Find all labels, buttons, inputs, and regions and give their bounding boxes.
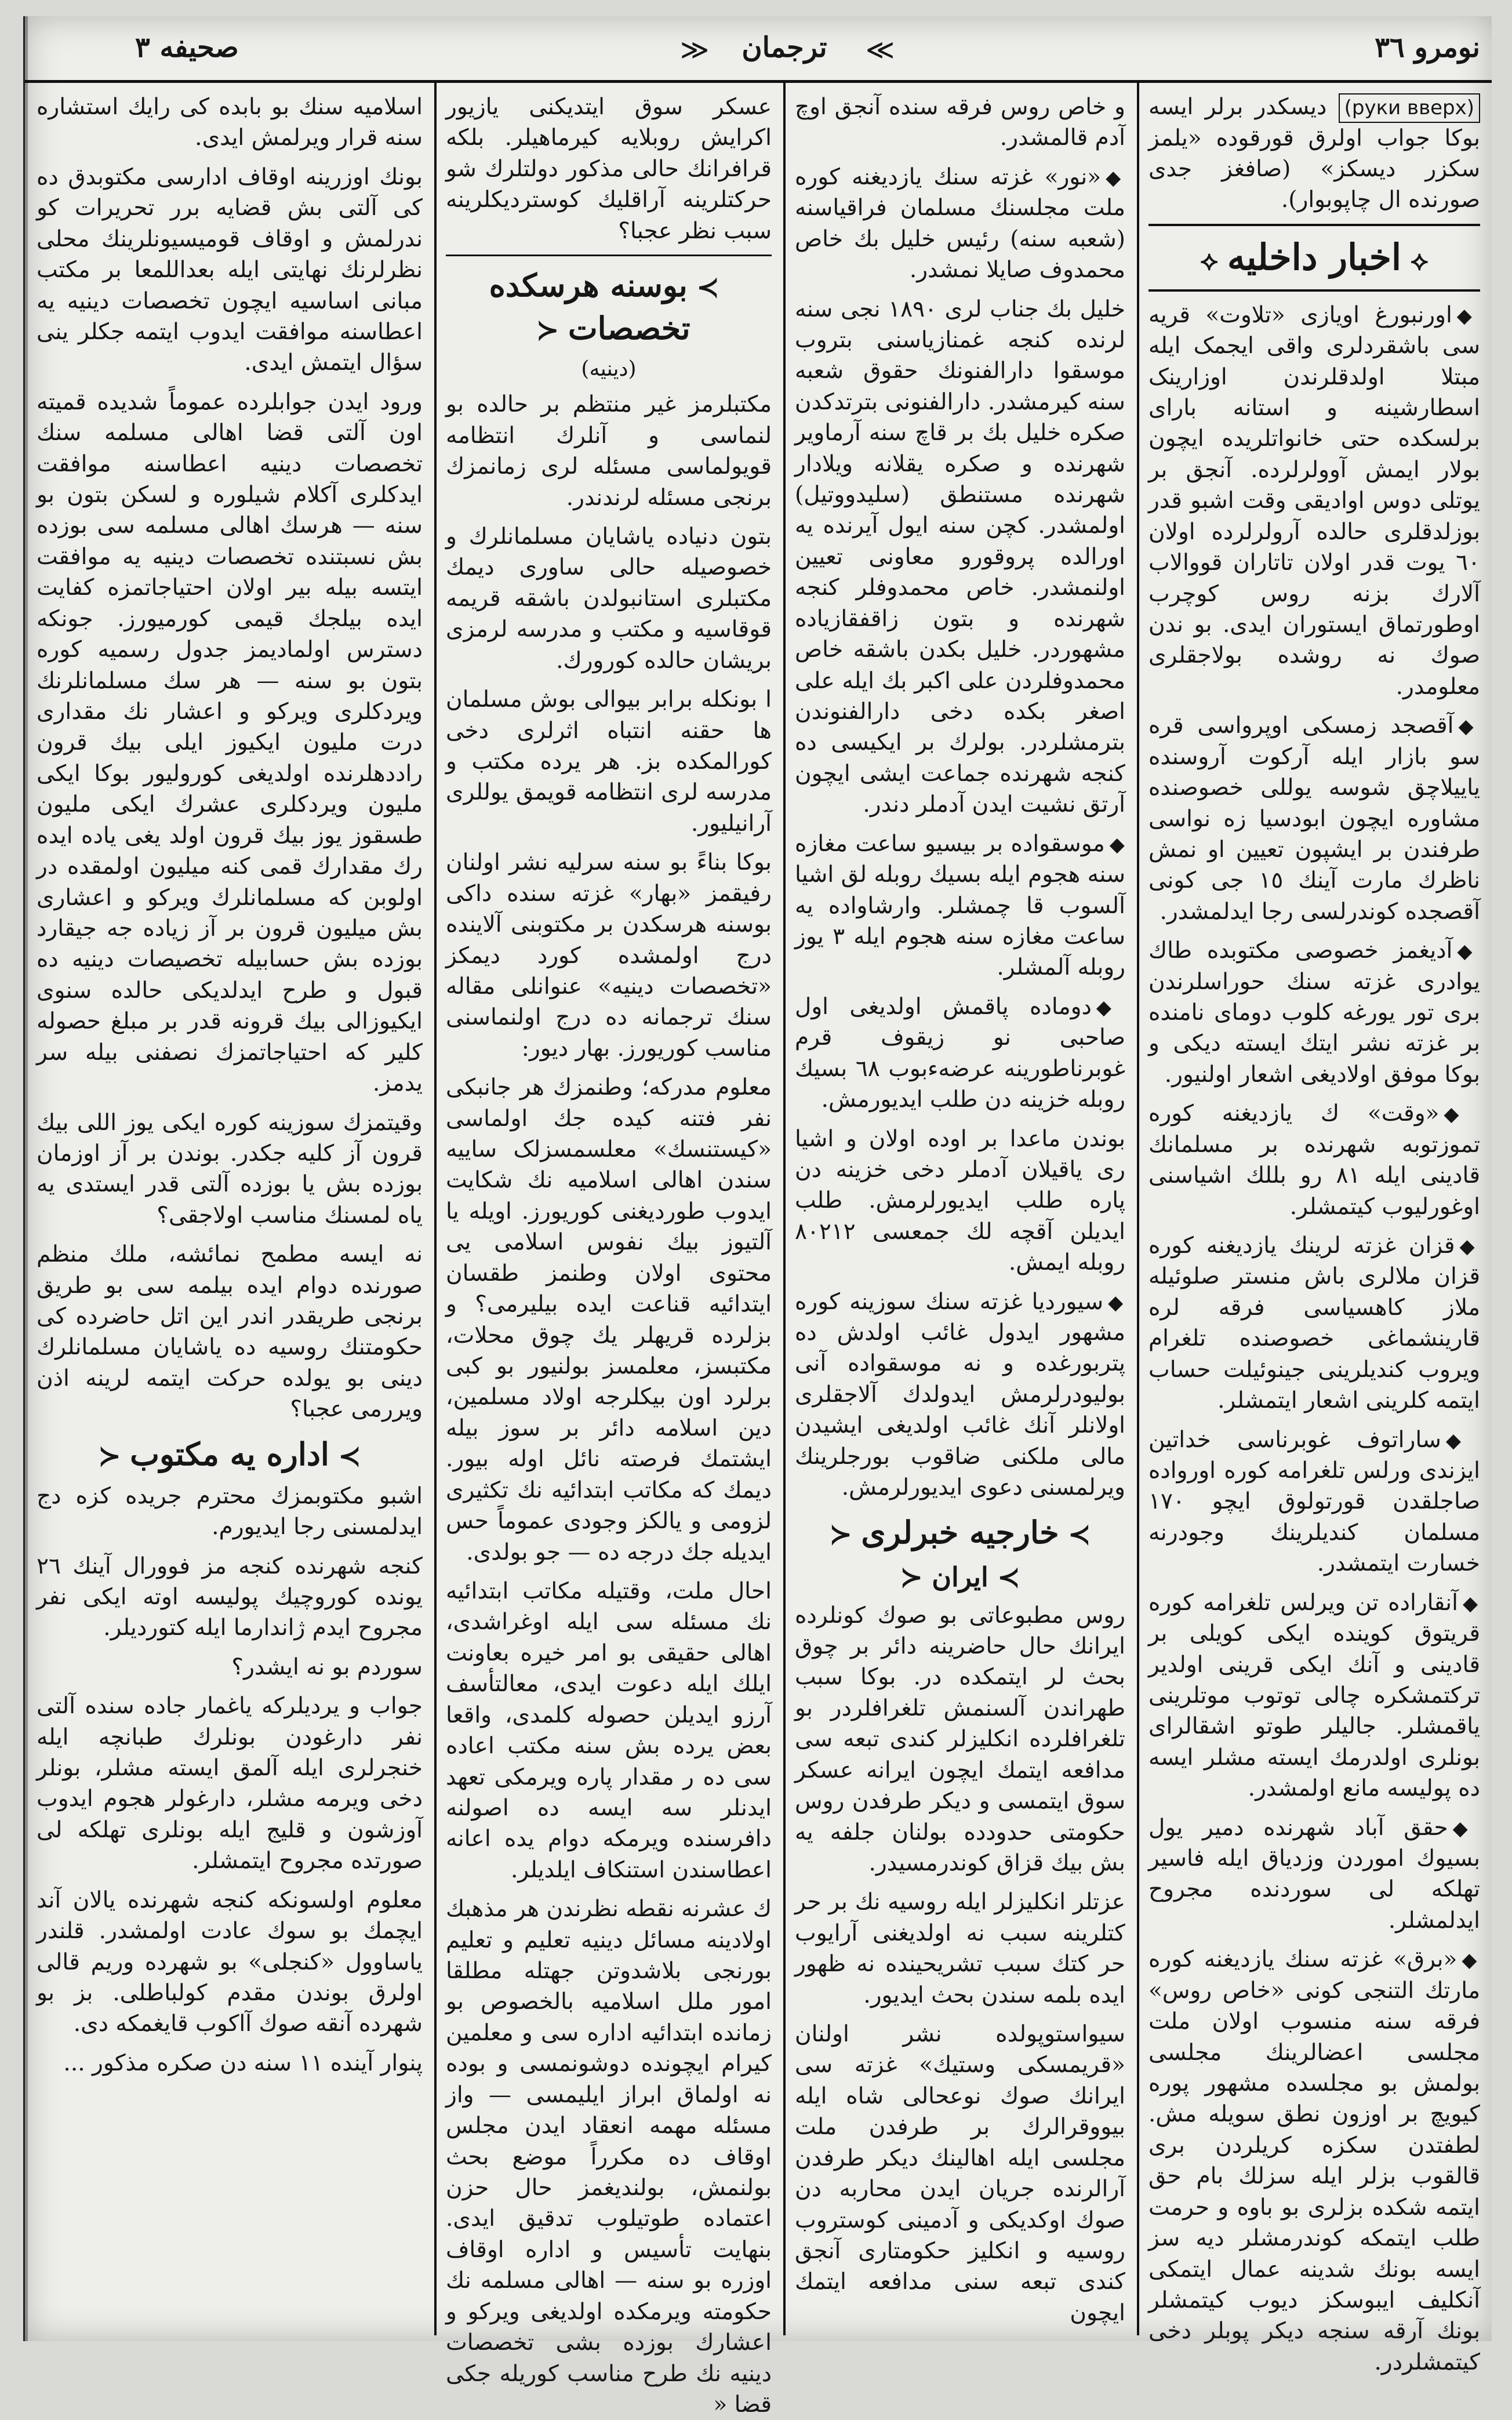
section-title: خارجیه خبرلری	[861, 1513, 1059, 1551]
ornament-icon: ⟡	[1411, 244, 1429, 276]
ornament-icon: ≺	[98, 1440, 121, 1471]
page-number: صحيفه ٣	[135, 31, 239, 64]
bullet-icon: ◆	[1462, 1949, 1480, 1972]
paragraph: اسلامیه سنك بو بابده کی رایك استشاره سنه قرار ویرلمش ایدی.	[37, 94, 423, 151]
paragraph: بوکا بناءً بو سنه سرلیه نشر اولنان رفیقمز «بهار» غزته سنده داکی بوسنه هرسکدن بر مکتوبنی آلاینده درج اولمشده کورد دیمکز «تخصصات دینیه» عنوانلی مقاله سنك ترجمانه ده درج اولنماسنی مناسب کوریورز. بهار دیور:	[446, 849, 772, 1062]
subheading-iran: ≻ایران≺	[900, 1561, 1020, 1593]
paragraph: اشبو مکتوبمزك محترم جریده کزه دج ایدلمسنی رجا ایدیورم.	[37, 1482, 423, 1540]
bullet-icon: ◆	[1106, 166, 1125, 190]
ornament-icon: ⟡	[1200, 244, 1218, 276]
bullet-icon: ◆	[1456, 304, 1480, 328]
paragraph: احال ملت، وقتیله مکاتب ابتدائیه نك مسئله سی ایله اوغراشدی، اهالی حقیقی بو امر خیره بعاونت ایلك ایله دعوت ایدی، معالتأسف آرزو ایدیلن حصوله کلمدی، واقعا بعض یرده بش سنه مکتب اعاده سی ده ر مقدار پاره ویرمکی تعهد ایدنلر سه ایسه ده اصولنه دافرسنده ویرمکه دوام یده اعانه اعطاسندن استنکاف ایلدیلر.	[446, 1578, 772, 1883]
paragraph: ك عشرنه نقطه نظرندن هر مذهبك اولادینه مسائل دینیه تعلیم و تعلیم بورنجی بلاشدوتن جهتله مطلقا امور ملل اسلامیه بالخصوص بو زمانده ابتدائیه اداره سی و معلمین کیرام ایچونده دوشونمسی و بوده نه اولماق ابراز ایلیمسی — واز مسئله مهمه انعقاد ایدن مجلس اوقاف ده مکرراً موضع بحث بولنمش، بولندیغمز حال حزن اعتماده طوتیلوب تدقیق ایدی. بنهایت تأسیس و اداره اوقاف اوزره بو سنه — اهالی مسلمه نك حکومته ویرمکده اولدیغی ویرکو و اعشارك بوزده بشی تخصصات دینیه نك طرح مناسب کوریله جکی قضا «	[446, 1896, 772, 2418]
column-4	[37, 92, 423, 2330]
ornament-icon: ≻	[338, 1440, 361, 1471]
column-rule	[1137, 80, 1139, 2335]
news-item: خلیل بك جناب لری ١٨٩٠ نجی سنه لرنده کنجه غمنازیاسنی بتروب موسقوا دارالفنونك حقوق شعبه سنه کیرمشدر. دارالفنونی بترتدکدن صکره خلیل بك بر قاچ سنه آرماویر شهرنده و صکره یقلانه ویلادار شهرنده مستنطق (سلیدووتیل) اولمشدر. کچن سنه ایول آیرنده یه اورالده پروقورو معاونی تعیین اولنمشدر. خاص محمدوفلر کنجه شهرنده و بتون زاقفقازیاده مشهوردر. خلیل بکدن باشقه خاص محمدوفلردن علی اکبر بك ایله علی اصغر بکده دخی دارالفنوندن بترمشلردر. بولرك بر ایکیسی ده کنجه شهرنده جماعت ایشی ایچون آرتق نشیت ایدن آدملر دندر.	[795, 296, 1125, 818]
section-heading-foreign	[795, 1511, 1125, 1554]
column-2	[795, 92, 1125, 2330]
header-ornament-icon: ≫	[680, 34, 710, 66]
page-header	[25, 16, 1492, 83]
column-rule	[434, 80, 437, 2335]
ornament-icon: ≺	[536, 314, 559, 346]
latin-phrase: (руки вверх)	[1339, 93, 1480, 123]
news-item: ◆سیوردیا غزته سنك سوزینه کوره مشهور ایدول غائب اولدش ده پتربورغده و نه موسقواده آنی بولیودرلرمش ایدولدك آلاجقلری اولانلر آنك غائب اولدیغی ایشیدن مالی ملکنی ضاقوب بورجلرینك ویرلمسنی دعوی ایدیورلرمش.	[795, 1288, 1125, 1501]
paragraph: عزتلر انکلیزلر ایله روسیه نك بر حر کتلرینه سبب نه اولدیغنی آرایوب حر کتك سبب تشریحینده نه ظهور ایده بلمه سندن بحث ایدیور.	[795, 1889, 1125, 2008]
bullet-icon: ◆	[1108, 1291, 1125, 1314]
paragraph: ا بونکله برابر بیوالی بوش مسلمان ها حقنه انتباه اثرلری دخی کورالمکده بز. هر یرده مکتب و مدرسه لری انتظامه قویمق یوللری آرانیلیور.	[446, 686, 772, 837]
news-item: ◆آنقاراده تن ویرلس تلغرامه کوره قریتوق کوینده ایکی کویلی بر قادینی و آنك ایکی قرینی اولدیر ترکتمشکره چالی توتوب موتلرینی یاقمشلر. جالیلر طوتو اشقالرای بونلری اولدرمك ایسته مشلر ایسه ده پولیسه مانع اولمشدر.	[1148, 1589, 1480, 1802]
news-item: بوندن ماعدا بر اوده اولان و اشیا ری یاقیلان آدملر دخی خزینه دن پاره طلب ایدیورلرمش. طلب ایدیلن آقچه لك جمعسی ٨٠٢١٢ روبله ایمش.	[795, 1125, 1125, 1276]
news-item: ◆قزان غزته لرینك یازدیغنه کوره قزان ملالری باش منستر صلوئیله ملاز کاهسیاسی فرقه لره قارینشماغی خصوصنده تلغرام ویروب کندیلرینی جینوئیلت حساب ایتمه کلرینی اشعار ایتمشلر.	[1148, 1233, 1481, 1414]
bullet-icon: ◆	[1459, 1235, 1481, 1259]
ornament-icon: ≻	[1068, 1518, 1091, 1550]
paragraph: نه ایسه مطمح نمائشه، ملك منظم صورنده دوام ایده بیلمه سی بو طریق برنجی طریقدر اندر این اتل حاضرده کی حکومتنك روسیه ده یاشایان مسلمانلرك دینی بو یولده حرکت ایتمه لرینه اذن ویررمی عجبا؟	[37, 1241, 423, 1423]
paragraph: سیواستوپولده نشر اولنان «قریمسکی وستیك» غزته سی ایرانك صوك نوعحالی شاه ایله بیووقرالرك بر طرفدن ملت مجلسی ایله اهالینك دیکر طرفدن آرالرنده جریان ایدن محاربه دن صوك اوکدیکی و آدمینی کوستروب روسیه و انکلیز حکومتاری آنجق کندی تبعه سنی مدافعه ایتمك ایچون	[795, 2021, 1125, 2326]
divider	[446, 255, 772, 256]
ornament-icon: ≻	[997, 1561, 1020, 1593]
ornament-icon: ≺	[900, 1561, 923, 1593]
section-heading-domestic	[1148, 224, 1480, 292]
paragraph: کنجه شهرنده کنجه مز فوورال آینك ٢٦ یونده کوروچیك پولیسه اوته ایکی نفر مجروح ایدم ژاندارما ایله کتوردیلر.	[37, 1553, 423, 1641]
paragraph: بتون دنیاده یاشایان مسلمانلرك و خصوصیله حالی ساوری دیمك مکتبلری استانبولدن باشقه قریمه قوقاسیه و مکتب و مدرسه لرمزی بریشان حالده کورورك.	[446, 524, 772, 674]
bullet-icon: ◆	[1109, 833, 1125, 856]
paragraph: معلوم مدرکه؛ وطنمزك هر جانبکی نفر فتنه کیده جك اولماسی «کیستنسك» معلسمسزلک ساییه سندن اهالی اسلامیه نك شکایت ایدوب طوردیغنی کوریورز. اویله یا آلتیوز بیك نفوس اسلامی یی محتوی اولان وطنمز طقسان ایتدائیه قناعت ایده بیلیرمی؟ و بزلرده قریهلر یك چوق محلات، مکتبسز، معلمسز بولنیور بو کبی برلرد اون بیکلرجه اولاد مسلمین، دین اسلامه دائر بر سوز بیله ایشتمك فرصته نائل اوله بیور. دیمك که مکاتب ابتدائیه نك تکثیری لزومی و یالکز وجودی عموماً حس ایدیله جك درجه ده — جو بولدی.	[446, 1074, 772, 1565]
subtitle: (دینیه)	[581, 357, 637, 381]
news-item: ◆ساراتوف غوبرناسی خداتین ایزندی ورلس تلغرامه کوره اورواده صاجلقدن قورتولوق ایچو ١٧٠ مسلمان کندیلرینك وجودرنه خسارت ایتمشدر.	[1148, 1426, 1480, 1577]
news-item: ◆اورنبورغ اویازی «تلاوت» قریه سی باشقردلری واقی ایجمک ایله مبتلا اولدقلرندن اوزارینک اسطارشینه و استانه بارای برلسکده حتی خانواتلریده ایچون بولار ایمش آوولرلرده. آنجق بر یوتلی دوس اوادیقی وقت اشبو قدر بوزلدقلری حالده آرولرلرده اولان ٦٠ یوت قدر اولان تاتاران قووالاب آلارك بزنه روس کوچرب اوطورتماق ایستوران ایدی. بو ندن صوك نه روشده بولاجقلری معلومدر.	[1148, 301, 1480, 700]
bullet-icon: ◆	[1452, 1816, 1480, 1840]
paragraph: بونك اوزرینه اوقاف ادارسی مکتوبدق ده کی آلتی بش قضایه برر تحریرات کو ندرلمش و اوقاف قومیسیونلرینك محلی نظرلرنك نهایتی ایله بعداللمعا بر مکتب مبانی اساسیه ایچون تخصصات دینیه یه اعطاسنه موافقت ایدوب ایتمه جکلر ینی سؤال ایتمش ایدی.	[37, 163, 423, 376]
bullet-icon: ◆	[1457, 940, 1480, 964]
column-3	[446, 92, 772, 2418]
news-item: ◆دوماده پاقمش اولدیغی اول صاحبی نو زیقوف قرم غوبرناطورینه عرضهءبوب ٦٨ بسیك روبله خزینه دن طلب ایدیورمش.	[795, 993, 1125, 1113]
paragraph: و خاص روس فرقه سنده آنجق اوچ آدم قالمشدر.	[795, 94, 1125, 151]
masthead-title: ترجمان	[742, 31, 827, 64]
page-edge-line	[25, 16, 28, 2341]
news-item: ◆حقق آباد شهرنده دمیر یول بسیوك اموردن وزدیاق ایله فاسیر تهلکه لی سوردنده مجروح ایدلمشلر.	[1148, 1814, 1480, 1934]
bullet-icon: ◆	[1444, 1103, 1480, 1127]
paragraph: عسکر سوق ایتدیکنی یازیور اکرایش روبلایه کیرماهیلر. بلکه قرافرانك حالی مذکور دولتلرك شو حرکتلرینه آراقلیك کوستردیکلرینه سبب نظر عجبا؟	[446, 94, 772, 244]
news-item: ◆«وقت» ك یازدیغنه کوره تموزتوبه شهرنده بر مسلمانك قادینی ایله ٨١ رو بللك اشیاسنی اوغورلیوب کیتمشلر.	[1148, 1100, 1480, 1220]
paragraph: جواب و یردیلرکه یاغمار جاده سنده آلتی نفر دارغودن بونلرك طبانچه ایله خنجرلری ایله آلمق ایسته مشلر، بونلر دخی ویرمه مشلر، دارغولر هجوم ایدوب آوزشون و قلیج ایله بونلری تهلکه لی صورتده مجروح ایتمشلر.	[37, 1693, 423, 1874]
ornament-icon: ≻	[696, 271, 719, 303]
news-item: ◆موسقواده بر بیسیو ساعت مغازه سنه هجوم ایله بسیك روبله لق اشیا آلسوب قا چمشلر. وارشاواده یه ساعت مغازه سنه هجوم ایله ٣ یوز روبله آلمشلر.	[795, 830, 1125, 981]
column-rule	[783, 80, 786, 2335]
news-item: ◆آدیغمز خصوصی مکتوبده طاك یوادری غزته سنك حوراسلرندن بری تور یورغه کلوب دومای نامنده بر غزته نشر ایتك ایسته دیکی و بوکا موفق اولادیغی اشعار اولنیور.	[1148, 938, 1480, 1088]
paragraph: معلوم اولسونکه کنجه شهرنده یالان آند ایچمك بو سوك عادت اولمشدر. قلندر یاساوول «کنجلی» بو شهرده وریم قالی اولرق بوندن مقدم کولباطلی. بز بو شهرده آنقه صوك آاكوب قایغمکه دی.	[37, 1887, 423, 2037]
section-heading-bosnia	[446, 264, 772, 350]
paragraph: روس مطبوعاتی بو صوك کونلرده ایرانك حال حاضرینه دائر بر چوق بحث لر ایتمکده در. بوکا سبب طهراندن آلسنمش تلغرافلردر بو تلغرافلرده انکلیزلر کندی تبعه سی مدافعه ایتمك ایچون ایرانه عسکر سوق ایتمسی و دیکر طرفدن روس حکومتی حدودده بولنان جلفه یه بش بیك قزاق کوندرمسیدر.	[795, 1602, 1125, 1876]
paragraph: مکتبلرمز غیر منتظم بر حالده بو لنماسی و آنلرك انتظامه قویولماسی مسئله لری زمانمزك برنجی مسئله لرندندر.	[446, 391, 772, 511]
section-title: اخبار داخلیه	[1227, 235, 1402, 278]
bullet-icon: ◆	[1462, 1591, 1480, 1615]
paragraph: ورود ایدن جوابلرده عموماً شدیده قمیته اون آلتی قضا اهالی مسلمه سنك تخصصات دینیه اعطاسنه موافقت ایدکلری آکلام شیلوره و لسکن بتون بو سنه — هرسك اهالی مسلمه سی بوزده بش نسبتنده تخصصات دینیه یه موافقت ایتسه بیله بیر اولان احتیاجاتمزه کفایت ایده بیلجك قیمی کورمیورز. جونکه دسترس اولمادیمز جدول رسمیه کوره بتون بو سنه — هر سك مسلمانلرنك ویردکلری ویرکو و اعشار نك مقداری درت ملیون ایکیوز ایلی بیك قرون راددهلرنده اولدیغی کورولیور بوکا ایکی ملیون ویردکلری عشرك ایکی ملیون طسقوز یوز بیك قرون اولد یغی یاده ایده رك مقدارك قمی کنه میلیون اولمقده در اولوبن که مسلمانلرك ویرکو و اعشاری بش میلیون قرون بر آز زیاده جه جیقارد بوزده بش حسابیله تخصیصات دینیه ده قبول و طرح ایدلدیکی حالده سنوی ایکیوزالی بیك قرونه قدر بر مبلغ حصوله کلیر که احتیاجاتمزك نصفنی بیله سر یدمز.	[37, 388, 423, 1097]
newspaper-page	[23, 16, 1492, 2418]
column-1	[1148, 92, 1481, 2375]
paragraph: پنوار آینده ١١ سنه دن صکره مذکور ...	[63, 2050, 423, 2076]
news-item: ◆«برق» غزته سنك یازدیغنه کوره مارتك التنجی کونی «خاص روس» فرقه سنه منسوب اولان ملت مجلسی اعضالرینك مجلسی بولمش بو مجلسده مشهور پوره کیویچ بر اوزون نطق سویله مش. لطفتدن سکزه کریلردن بری قالقوب بزلر ایله سزلك بام حق ایتمه شکده بزلری بو باوه و حرمت طلب ایتمکه کوندرمشلر دیه سز ایسه بونك شدینه عمال ایتمکی آنکلیف ایبوسکز دیوب کیتمشلر بونك آرقه سنجه دیکر پوبلر دخی کیتمشلردر.	[1148, 1946, 1480, 2375]
news-item: ◆«نور» غزته سنك یازدیغنه کوره ملت مجلسنك مسلمان فراقیاسنه (شعبه سنه) رئیس خلیل بك خاص محمدوف صایلا نمشدر.	[795, 163, 1125, 284]
section-title: اداره یه مکتوب	[130, 1435, 329, 1473]
news-item: ◆آقصجد زمسکی اوپرواسی قره سو بازار ایله آرکوت آروسنده یاییلاچق شوسه یوللی خصوصنده مشاوره ایچون ابودسیا زه نواسی طرفندن بر ایشپون تعیین او نمش ناظرك مارت آینك ١٥ جی کونی آقصجده کوندرلسی رجا ایدلمشدر.	[1148, 713, 1481, 925]
bullet-icon: ◆	[1096, 995, 1125, 1019]
section-heading-letter	[37, 1433, 423, 1476]
intro-text: دیسکدر برلر ایسه بوکا جواب اولرق قورقوده «یلمز سکزر دیسکز» (صافغز جدی صورنده ال چاپوبوار).	[1148, 94, 1480, 213]
ornament-icon: ≺	[829, 1518, 852, 1550]
header-ornament-icon: ≪	[866, 34, 895, 66]
bullet-icon: ◆	[1445, 1429, 1480, 1452]
issue-number: نومرو ٣٦	[1375, 31, 1480, 64]
paragraph: وقیتمزك سوزینه کوره ایکی یوز اللی بیك قرون آز کلیه جکدر. بوندن بر آز اوزمان بوزده بش یا بوزده آلتی قدر ایستدی یه یاه لمسنك مناسب اولاجقی؟	[37, 1109, 423, 1229]
bullet-icon: ◆	[1458, 715, 1480, 739]
section-title: بوسنه هرسکده تخصصات	[489, 267, 690, 347]
paragraph: سوردم بو نه ایشدر؟	[231, 1654, 423, 1680]
